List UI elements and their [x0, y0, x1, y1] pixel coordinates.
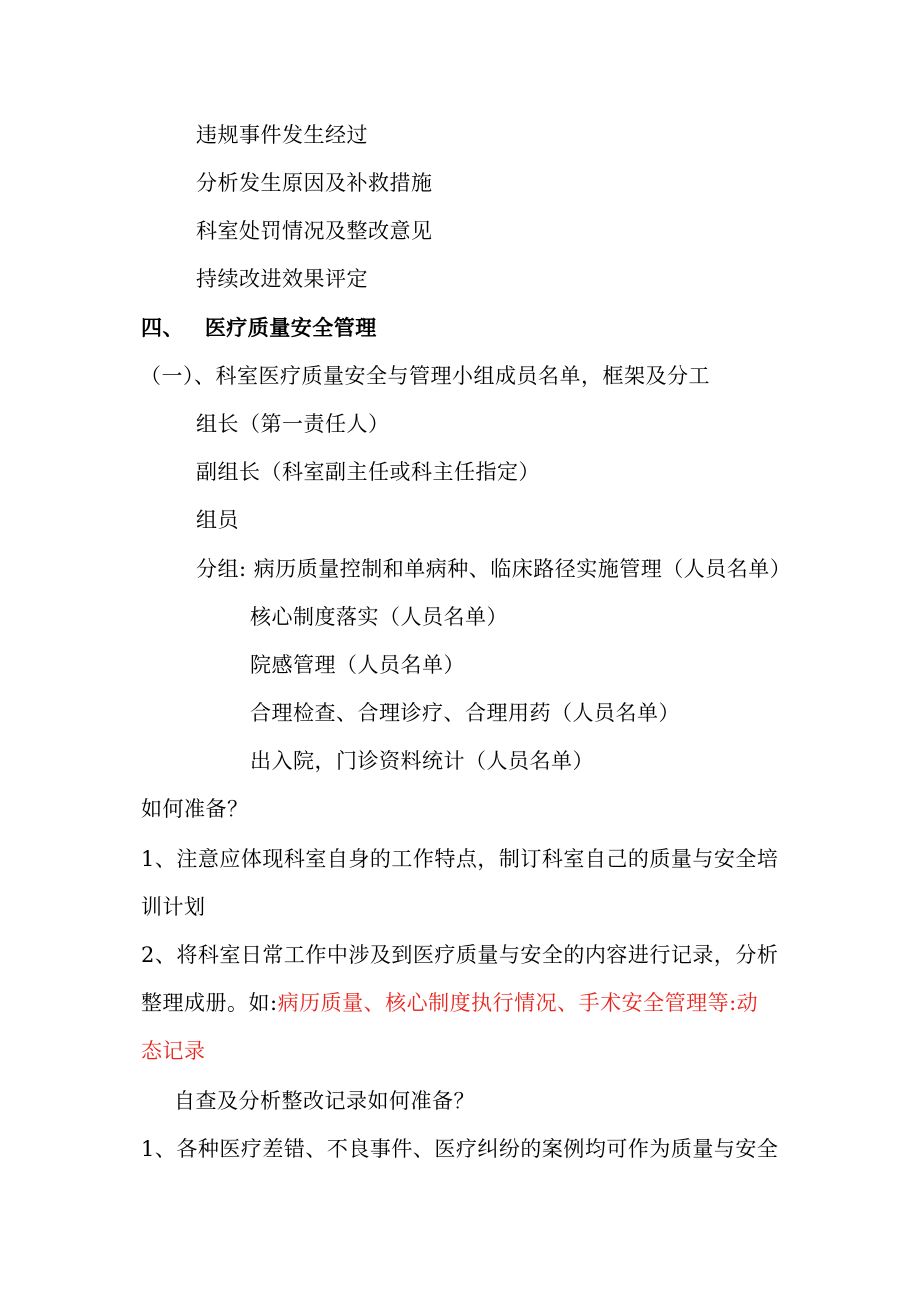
text-line-item2-part2 [141, 988, 758, 1018]
text-line-penalty-rectification: 科室处罚情况及整改意见 [196, 219, 433, 243]
text-line-violation-process: 违规事件发生经过 [196, 123, 368, 147]
item2-highlight-text: 病历质量、核心制度执行情况、手术安全管理等:动 [277, 991, 759, 1015]
text-line-selfcheck-heading: 自查及分析整改记录如何准备？ [174, 1089, 475, 1113]
text-line-members: 组员 [196, 508, 239, 532]
item2-plain-text: 整理成册。如: [141, 991, 278, 1015]
text-line-leader: 组长（第一责任人） [196, 412, 390, 436]
section-title: 医疗质量安全管理 [204, 316, 377, 340]
section-number: 四、 [141, 316, 184, 340]
group-item-1: 病历质量控制和单病种、临床路径实施管理（人员名单） [253, 557, 792, 581]
group-item-4: 合理检查、合理诊疗、合理用药（人员名单） [250, 701, 680, 725]
text-line-item1-part2: 训计划 [141, 895, 206, 919]
text-line-groups [196, 554, 791, 584]
text-line-item2-part3: 态记录 [141, 1039, 206, 1063]
text-line-item1-part1: 1、注意应体现科室自身的工作特点，制订科室自己的质量与安全培 [141, 847, 779, 871]
subsection-heading: （一）、科室医疗质量安全与管理小组成员名单，框架及分工 [140, 364, 710, 388]
text-line-how-prepare: 如何准备？ [141, 797, 249, 821]
section-heading [141, 313, 377, 343]
text-line-improvement-evaluation: 持续改进效果评定 [196, 267, 368, 291]
text-line-deputy: 副组长（科室副主任或科主任指定） [196, 460, 540, 484]
text-line-item2-part1: 2、将科室日常工作中涉及到医疗质量与安全的内容进行记录，分析 [141, 943, 779, 967]
text-line-cause-analysis: 分析发生原因及补救措施 [196, 171, 433, 195]
group-item-3: 院感管理（人员名单） [250, 653, 465, 677]
group-item-5: 出入院，门诊资料统计（人员名单） [250, 749, 594, 773]
group-label: 分组: [196, 557, 247, 581]
text-line-item3-part1: 1、各种医疗差错、不良事件、医疗纠纷的案例均可作为质量与安全 [141, 1137, 779, 1161]
group-item-2: 核心制度落实（人员名单） [250, 605, 508, 629]
